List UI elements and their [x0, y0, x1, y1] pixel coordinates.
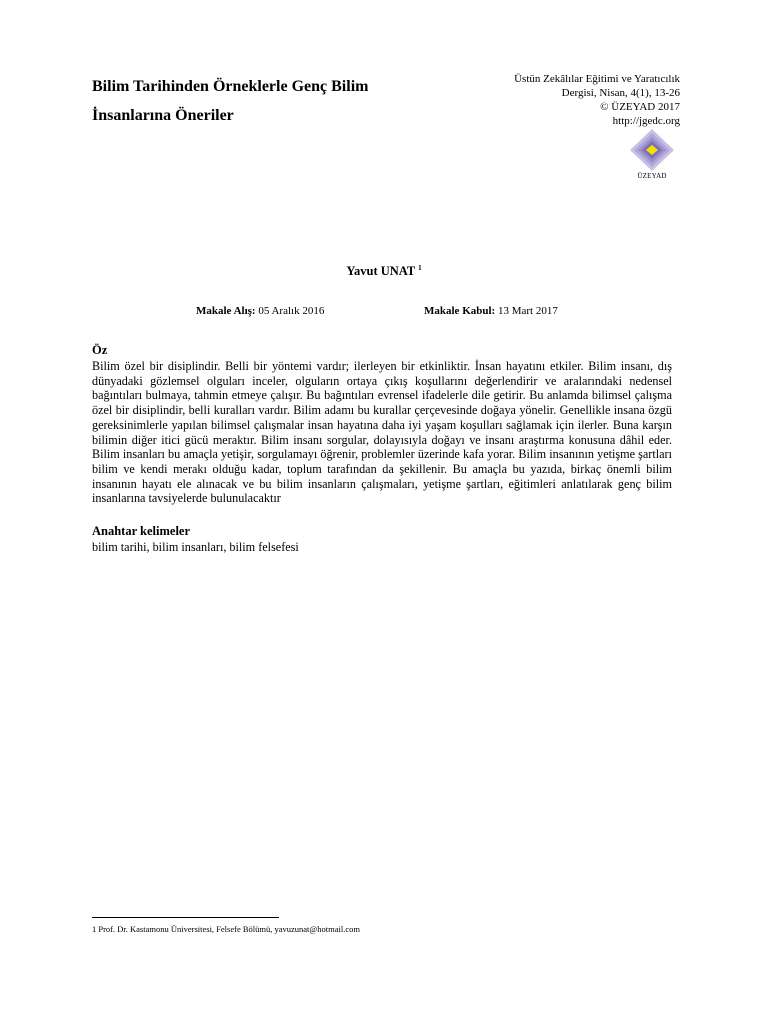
keywords-heading: Anahtar kelimeler [92, 524, 191, 538]
journal-copyright: © ÜZEYAD 2017 [600, 101, 680, 113]
abstract-heading: Öz [92, 343, 108, 357]
uzeyad-logo [629, 128, 675, 184]
received-value: 05 Aralık 2016 [255, 305, 325, 317]
journal-name: Üstün Zekâlılar Eğitimi ve Yaratıcılık [514, 73, 680, 85]
journal-issue: Dergisi, Nisan, 4(1), 13-26 [561, 87, 680, 99]
accepted-date [424, 305, 558, 317]
article-title-line-1: Bilim Tarihinden Örneklerle Genç Bilim [92, 78, 369, 95]
diamond-logo-icon [629, 128, 675, 172]
received-label: Makale Alış: [196, 305, 256, 317]
received-date [196, 305, 324, 317]
keywords-text: bilim tarihi, bilim insanları, bilim felsefesi [92, 540, 299, 554]
author-footnote-marker: 1 [418, 264, 422, 272]
accepted-value: 13 Mart 2017 [495, 305, 558, 317]
journal-url[interactable]: http://jgedc.org [612, 115, 680, 127]
journal-info [430, 72, 680, 128]
article-title [92, 72, 472, 130]
accepted-label: Makale Kabul: [424, 305, 496, 317]
author [0, 264, 768, 279]
logo-label: ÜZEYAD [637, 172, 667, 180]
footnote: 1 Prof. Dr. Kastamonu Üniversitesi, Felsefe Bölümü, yavuzunat@hotmail.com [92, 924, 360, 934]
abstract-text: Bilim özel bir disiplindir. Belli bir yöntemi vardır; ilerleyen bir etkinliktir. İnsan hayatını etkiler. Bilim insanı, dış dünyadaki gözlemsel olguları inceler, olguların ortaya çıkış koşullarını değerlendirir ve aralarındaki nedensel bağıntıları bulmaya, tahmin etmeye çalışır. Bu bağıntıları evrensel ifadelerle dile getirir. Bu anlamda bilimsel çalışma özel bir disiplindir, belli kuralları vardır. Bilim adamı bu kurallar çerçevesinde doğaya yönelir. Genellikle insana özgü gereksinimlerle yapılan bilimsel çalışmalar insan hayatına daha iyi yaşam koşulları sağlamak için ilerler. Buna karşın bilimin diğer itici gücü meraktır. Bilim insanı sorgular, dolayısıyla doğayı ve insanı araştırma konusuna dâhil eder. Bilim insanları bu amaçla yetişir, sorgulamayı öğrenir, problemler üzerinde kafa yorar. Bilim insanının yetişme şartları bilim ve kendi merakı olduğu kadar, toplum tarafından da şekillenir. Bu amaçla bu yazıda, birkaç önemli bilim insanının hayatı ele alınacak ve bu bilim insanların çalışmaları, yetişme şartları, eğitimleri anlatılarak genç bilim insanlarına tavsiyelerde bulunulacaktır [92, 359, 672, 506]
author-name: Yavut UNAT [346, 264, 416, 279]
footnote-divider [92, 917, 279, 918]
article-title-line-2: İnsanlarına Öneriler [92, 107, 234, 124]
